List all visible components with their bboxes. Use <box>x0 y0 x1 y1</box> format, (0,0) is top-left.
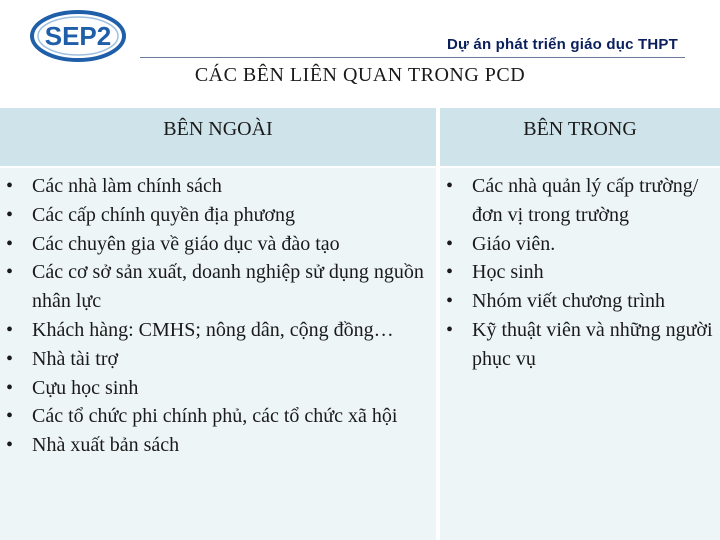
list-item: • Các nhà làm chính sách <box>6 172 426 201</box>
row-divider <box>0 166 720 168</box>
slide-title: CÁC BÊN LIÊN QUAN TRONG PCD <box>194 64 526 86</box>
list-item: • Cựu học sinh <box>6 374 426 403</box>
sep2-logo <box>28 8 128 64</box>
list-item: • Các chuyên gia về giáo dục và đào tạo <box>6 230 426 259</box>
list-item: • Nhà xuất bản sách <box>6 431 426 460</box>
sep2-logo-graphic <box>28 8 128 64</box>
list-item: • Nhóm viết chương trình <box>446 287 716 316</box>
internal-stakeholders-list <box>446 172 716 374</box>
list-item: • Giáo viên. <box>446 230 716 259</box>
list-item: • Học sinh <box>446 258 716 287</box>
header-rule <box>140 57 685 58</box>
header-internal: BÊN TRONG <box>523 118 637 140</box>
list-item: • Khách hàng: CMHS; nông dân, cộng đồng… <box>6 316 426 345</box>
logo-text: SEP2 <box>44 21 112 51</box>
list-item: • Các cấp chính quyền địa phương <box>6 201 426 230</box>
list-item: • Các tổ chức phi chính phủ, các tổ chức xã hội <box>6 402 426 431</box>
header-external: BÊN NGOÀI <box>163 118 273 140</box>
column-divider <box>436 108 440 540</box>
list-item: • Kỹ thuật viên và những người phục vụ <box>446 316 716 374</box>
project-title: Dự án phát triển giáo dục THPT <box>446 36 678 53</box>
list-item: • Các cơ sở sản xuất, doanh nghiệp sử dụng nguồn nhân lực <box>6 258 426 316</box>
external-stakeholders-list <box>6 172 426 460</box>
list-item: • Các nhà quản lý cấp trường/đơn vị trong trường <box>446 172 716 230</box>
list-item: • Nhà tài trợ <box>6 345 426 374</box>
